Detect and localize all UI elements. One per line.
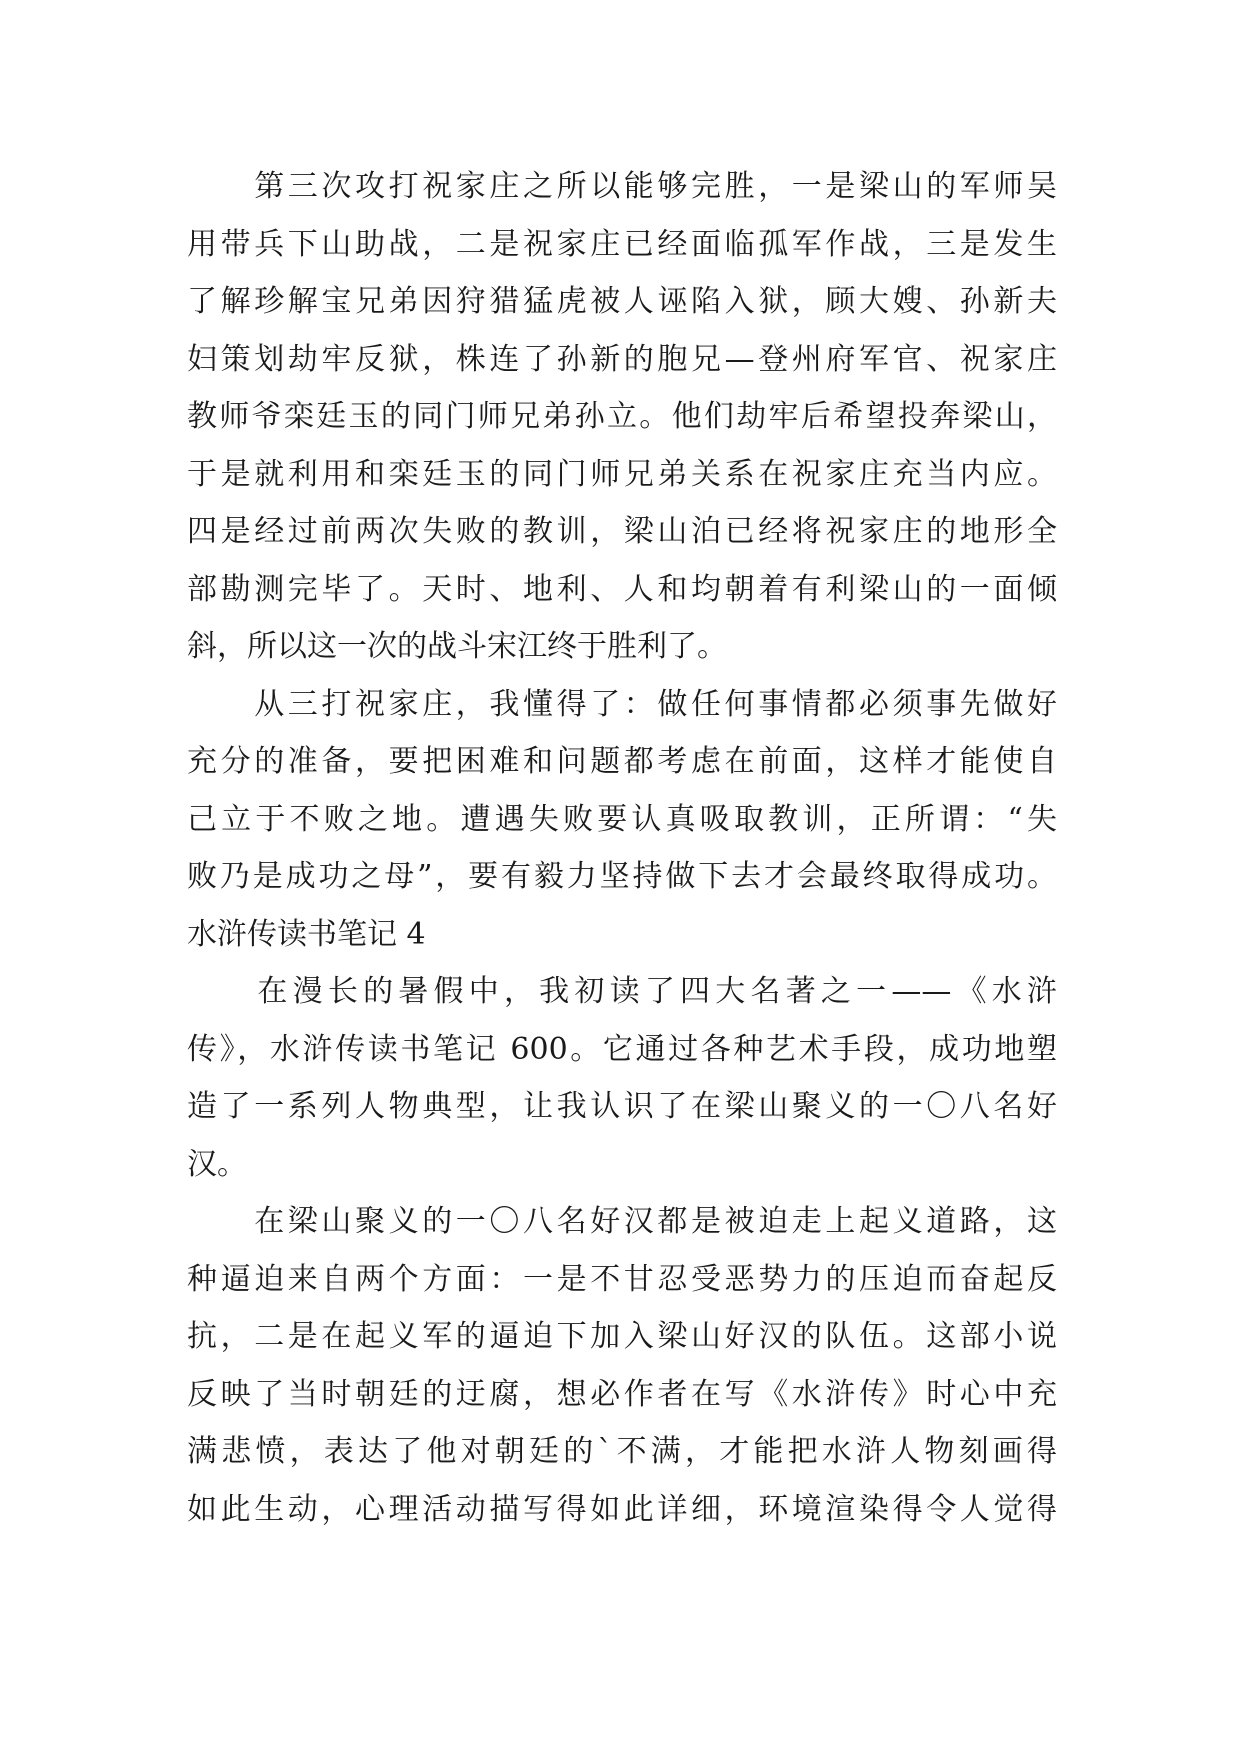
text-line: 满悲愤，表达了他对朝廷的`不满，才能把水浒人物刻画得: [187, 1434, 1057, 1469]
text-line: 反映了当时朝廷的迂腐，想必作者在写《水浒传》时心中充: [187, 1376, 1057, 1412]
text-line: 败乃是成功之母”，要有毅力坚持做下去才会最终取得成功。: [187, 859, 1057, 894]
document-body: [187, 158, 1057, 1538]
text-line: 于是就利用和栾廷玉的同门师兄弟关系在祝家庄充当内应。: [187, 456, 1057, 492]
text-line: 充分的准备，要把困难和问题都考虑在前面，这样才能使自: [187, 744, 1057, 779]
section-heading: 水浒传读书笔记 4: [187, 916, 426, 952]
text-line: 斜，所以这一次的战斗宋江终于胜利了。: [187, 629, 727, 664]
text-line: 传》，水浒传读书笔记 600。它通过各种艺术手段，成功地塑: [187, 1031, 1057, 1067]
text-line: 在梁山聚义的一〇八名好汉都是被迫走上起义道路，这: [187, 1204, 1057, 1239]
text-line: 己立于不败之地。遭遇失败要认真吸取教训，正所谓：“失: [187, 801, 1057, 837]
text-line: 在漫长的暑假中，我初读了四大名著之一——《水浒: [187, 974, 1057, 1009]
text-line: 四是经过前两次失败的教训，梁山泊已经将祝家庄的地形全: [187, 514, 1057, 549]
text-line: 从三打祝家庄，我懂得了：做任何事情都必须事先做好: [187, 686, 1057, 722]
text-line: 汉。: [187, 1146, 247, 1182]
text-line: 用带兵下山助战，二是祝家庄已经面临孤军作战，三是发生: [187, 226, 1057, 262]
text-line: 第三次攻打祝家庄之所以能够完胜，一是梁山的军师吴: [187, 169, 1057, 204]
text-line: 抗，二是在起义军的逼迫下加入梁山好汉的队伍。这部小说: [187, 1319, 1057, 1354]
text-line: 种逼迫来自两个方面：一是不甘忍受恶势力的压迫而奋起反: [187, 1261, 1057, 1297]
text-line: 如此生动，心理活动描写得如此详细，环境渲染得令人觉得: [187, 1491, 1057, 1527]
text-line: 造了一系列人物典型，让我认识了在梁山聚义的一〇八名好: [187, 1089, 1057, 1124]
text-line: 部勘测完毕了。天时、地利、人和均朝着有利梁山的一面倾: [187, 571, 1057, 607]
text-line: 了解珍解宝兄弟因狩猎猛虎被人诬陷入狱，顾大嫂、孙新夫: [187, 284, 1057, 319]
text-line: 教师爷栾廷玉的同门师兄弟孙立。他们劫牢后希望投奔梁山，: [187, 399, 1057, 434]
text-line: 妇策划劫牢反狱，株连了孙新的胞兄—登州府军官、祝家庄: [187, 341, 1057, 377]
